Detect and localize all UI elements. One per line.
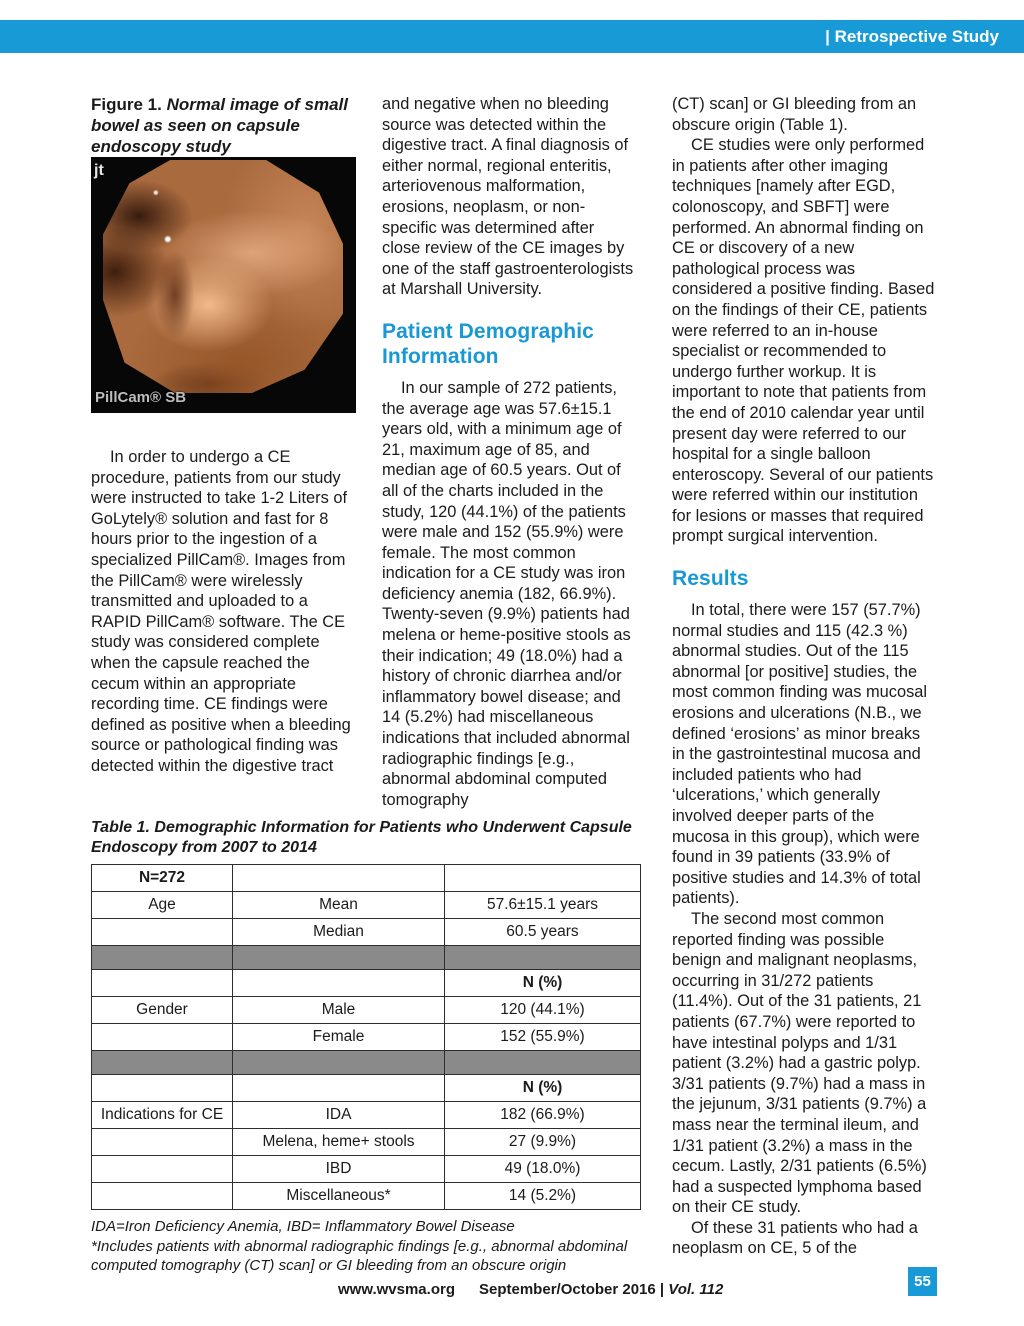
table-cell [92,1075,233,1102]
endoscopy-overlay-pillcam-label: PillCam® SB [95,389,187,407]
table-cell: Median [233,919,445,946]
footer-volume: Vol. 112 [668,1281,724,1298]
table-cell [92,946,233,970]
table-title-text: Demographic Information for Patients who Underwent Capsule Endoscopy from 2007 to 2014 [91,819,632,856]
table-cell: Indications for CE [92,1102,233,1129]
paragraph-results-1: In total, there were 157 (57.7%) normal studies and 115 (42.3 %) abnormal studies. Out of the 115 abnormal [or positive] studies, the most common finding was mucosal erosions and ulcerations (N.B., we defined ‘erosions’ as minor breaks in the gastrointestinal mucosa and included patients who had ‘ulcerations,’ which generally involved deeper parts of the mucosa in this group), which were found in 39 patients (33.9% of positive studies and 14.3% of total patients). [672,601,928,908]
endoscopy-overlay-initials: jt [94,162,104,179]
figure-caption-text: Normal image of small bowel as seen on capsule endoscopy study [91,95,348,156]
table-cell [233,946,445,970]
column-middle [382,94,636,810]
table-cell: 152 (55.9%) [445,1024,641,1051]
paragraph-methods-continued: and negative when no bleeding source was detected within the digestive tract. A final diagnosis of either normal, regional enteritis, arteriovenous malformation, erosions, neoplasm, or non-specific was determined after close review of the CE images by one of the staff gastroenterologists at Marshall University. [382,95,634,299]
table-row [92,1024,641,1051]
table-cell: Age [92,892,233,919]
endoscopy-mucosa-graphic [103,160,343,393]
table-cell [92,919,233,946]
footer-issue [479,1281,723,1298]
table-cell: IDA [233,1102,445,1129]
table-cell: 182 (66.9%) [445,1102,641,1129]
table-row [92,1075,641,1102]
table-cell [233,1075,445,1102]
footer-issue-date: September/October 2016 | [479,1281,669,1298]
table-row [92,1183,641,1210]
table-row [92,970,641,997]
table-cell: IBD [233,1156,445,1183]
table-row [92,946,641,970]
table-row [92,1102,641,1129]
table-cell: N (%) [445,970,641,997]
paragraph-results-3: Of these 31 patients who had a neoplasm on CE, 5 of the [672,1218,918,1258]
table-cell [92,1051,233,1075]
paragraph-results-2: The second most common reported finding was possible benign and malignant neoplasms, occurring in 31/272 patients (11.4%). Out of the 31 patients, 21 patients (67.7%) were reported to have intestinal polyps and 1/31 patient (3.2%) had a gastric polyp. 3/31 patients (9.7%) had a mass in the jejunum, 3/31 patients (9.7%) a mass near the terminal ileum, and 1/31 patient (3.2%) a mass in the cecum. Lastly, 2/31 patients (6.5%) had a suspected lymphoma based on their CE study. [672,909,927,1217]
table-cell: 14 (5.2%) [445,1183,641,1210]
table-cell [445,1051,641,1075]
column-left [91,94,359,777]
table-cell: Female [233,1024,445,1051]
table-cell [92,1156,233,1183]
table-footnotes [91,1217,653,1276]
table-cell: 49 (18.0%) [445,1156,641,1183]
figure-caption [91,94,359,157]
table-title [91,818,640,858]
demographics-table [91,864,641,1210]
table-cell: N=272 [92,865,233,892]
table-cell [92,1024,233,1051]
footer-website: www.wvsma.org [338,1281,455,1298]
table-cell: Male [233,997,445,1024]
footnote-abbreviations: IDA=Iron Deficiency Anemia, IBD= Inflammatory Bowel Disease [91,1218,515,1235]
section-heading-results: Results [672,567,749,591]
table-cell [233,865,445,892]
table-cell [233,1051,445,1075]
table-row [92,919,641,946]
table-title-label: Table 1. [91,819,150,836]
table-cell: 120 (44.1%) [445,997,641,1024]
header-label: | Retrospective Study [825,27,999,46]
table-cell [92,1183,233,1210]
endoscopy-image [91,157,356,413]
footnote-asterisk: *Includes patients with abnormal radiographic findings [e.g., abnormal abdominal computed tomography (CT) scan] or GI bleeding from an obscure origin [91,1237,628,1274]
table-row [92,1156,641,1183]
header-banner [0,20,1024,53]
table-row [92,892,641,919]
paragraph-methods: In order to undergo a CE procedure, patients from our study were instructed to take 1-2 Liters of GoLytely® solution and fast for 8 hours prior to the ingestion of a specialized PillCam®. Images from the PillCam® were wirelessly transmitted and uploaded to a RAPID PillCam® software. The CE study was considered complete when the capsule reached the cecum within an appropriate recording time. CE findings were defined as positive when a bleeding source or pathological finding was detected within the digestive tract [91,448,351,775]
table-cell: Gender [92,997,233,1024]
table-row [92,1129,641,1156]
table-cell: N (%) [445,1075,641,1102]
table-cell: 60.5 years [445,919,641,946]
table-cell: 27 (9.9%) [445,1129,641,1156]
section-heading-demographics: Patient Demographic Information [382,319,594,368]
table-section [91,818,640,1276]
table-cell: 57.6±15.1 years [445,892,641,919]
table-cell: Melena, heme+ stools [233,1129,445,1156]
table-body [92,865,641,1210]
table-row [92,1051,641,1075]
figure-label: Figure 1. [91,95,162,114]
column-right [672,94,936,1259]
table-cell: Miscellaneous* [233,1183,445,1210]
table-cell: Mean [233,892,445,919]
table-cell [445,865,641,892]
table-cell [92,1129,233,1156]
table-cell [233,970,445,997]
page-number-badge: 55 [908,1267,937,1296]
paragraph-demographics-continued: (CT) scan] or GI bleeding from an obscure origin (Table 1). [672,95,917,134]
paragraph-demographics: In our sample of 272 patients, the average age was 57.6±15.1 years old, with a minimum age of 21, maximum age of 85, and median age of 60.5 years. Out of all of the charts included in the study, 120 (44.1%) of the patients were male and 152 (55.9%) were female. The most common indication for a CE study was iron deficiency anemia (182, 66.9%). Twenty-seven (9.9%) patients had melena or heme-positive stools as their indication; 49 (18.0%) had a history of chronic diarrhea and/or inflammatory bowel disease; and 14 (5.2%) had miscellaneous indications that included abnormal radiographic findings [e.g., abnormal abdominal computed tomography [382,378,631,809]
table-cell [92,970,233,997]
table-row [92,865,641,892]
table-row [92,997,641,1024]
paragraph-ce-workflow: CE studies were only performed in patients after other imaging techniques [namely after EGD, colonoscopy, and SBFT] were performed. An abnormal finding on CE or discovery of a new pathological process was considered a positive finding. Based on the findings of their CE, patients were referred to an in-house specialist or recommended to undergo further workup. It is important to note that patients from the end of 2010 calendar year until present day were referred to our hospital for a single balloon enteroscopy. Several of our patients were referred within our institution for lesions or masses that required prompt surgical intervention. [672,136,935,546]
table-cell [445,946,641,970]
